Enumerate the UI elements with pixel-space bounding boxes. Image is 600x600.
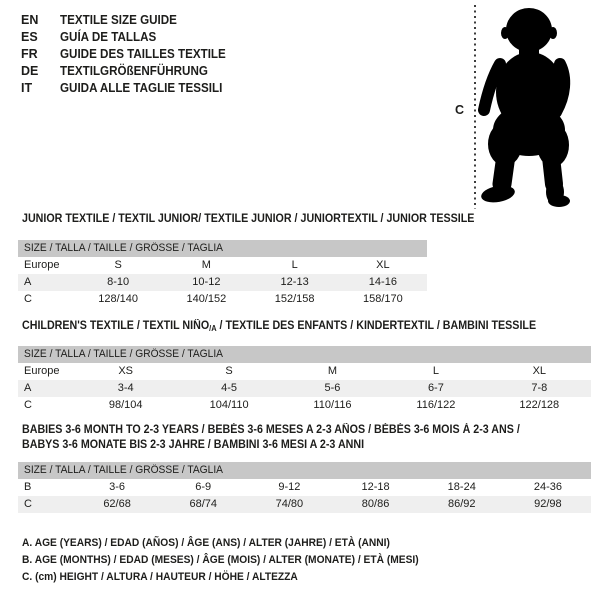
age-cell: 6-9: [195, 481, 212, 493]
size-cell: XL: [532, 365, 547, 377]
age-cell: 12-18: [361, 481, 390, 493]
row-label: C: [24, 293, 32, 305]
table-row-age: [18, 380, 591, 397]
height-cell: 116/122: [416, 399, 456, 411]
subscript: /A: [209, 324, 217, 333]
size-cell: M: [201, 259, 211, 271]
age-cell: 7-8: [531, 382, 548, 394]
table-row-height: [18, 291, 427, 308]
language-row: [21, 63, 238, 80]
size-cell: M: [327, 365, 338, 377]
table-row-europe: [18, 257, 427, 274]
row-label: A: [24, 382, 32, 394]
baby-silhouette-icon: [470, 4, 600, 210]
language-title-list: [21, 12, 238, 97]
height-cell: 92/98: [534, 498, 562, 510]
size-cell: S: [114, 259, 122, 271]
age-cell: 9-12: [278, 481, 301, 493]
height-cell: 104/110: [209, 399, 249, 411]
age-cell: 18-24: [447, 481, 476, 493]
footnote-age-years: A. AGE (YEARS) / EDAD (AÑOS) / ÂGE (ANS) / ALTER (JAHRE) / ETÀ (ANNI): [22, 537, 390, 549]
babies-size-table: [18, 462, 591, 513]
height-cell: 98/104: [108, 399, 143, 411]
size-cell: S: [225, 365, 233, 377]
size-cell: XS: [118, 365, 134, 377]
age-cell: 6-7: [427, 382, 444, 394]
table-row-age-months: [18, 479, 591, 496]
height-cell: 74/80: [275, 498, 304, 510]
size-header-bar: SIZE / TALLA / TAILLE / GRÖSSE / TAGLIA: [18, 240, 427, 257]
row-label: C: [24, 399, 32, 411]
row-label: A: [24, 276, 32, 288]
language-row: [21, 46, 238, 63]
row-label: C: [24, 498, 32, 510]
guide-title: GUIDE DES TAILLES TEXTILE: [60, 47, 226, 61]
children-table-title: CHILDREN'S TEXTILE / TEXTIL $NIÑO_{/A}$ / TEXTILE DES ENFANTS / KINDERTEXTIL / BAMBINI TESSILE: [22, 320, 537, 333]
language-code: ES: [21, 30, 38, 44]
footnote-height-cm: C. (cm) HEIGHT / ALTURA / HAUTEUR / HÖHE / ALTEZZA: [22, 571, 298, 583]
age-cell: 10-12: [192, 276, 221, 288]
height-cell: 152/158: [274, 293, 315, 305]
height-cell: 158/170: [362, 293, 403, 305]
size-cell: L: [432, 365, 439, 377]
row-label: Europe: [24, 365, 60, 377]
babies-table-title: BABIES 3-6 MONTH TO 2-3 YEARS / BEBÉS 3-6 MESES A 2-3 AÑOS / BÉBÉS 3-6 MOIS À 2-3 ANS / BABYS 3-6 MONATE BIS 2-3 JAHRE / BAMBINI 3-6 MESI A 2-3 ANNI: [22, 424, 520, 451]
age-cell: 8-10: [107, 276, 130, 288]
height-cell: 62/68: [103, 498, 131, 510]
age-cell: 12-13: [280, 276, 309, 288]
language-row: [21, 29, 238, 46]
footnote-age-months: B. AGE (MONTHS) / EDAD (MESES) / ÂGE (MOIS) / ALTER (MONATE) / ETÀ (MESI): [22, 554, 419, 566]
junior-table-title: JUNIOR TEXTILE / TEXTIL JUNIOR/ TEXTILE JUNIOR / JUNIORTEXTIL / JUNIOR TESSILE: [22, 213, 475, 225]
age-cell: 3-6: [109, 481, 126, 493]
table-row-europe: [18, 363, 591, 380]
age-cell: 4-5: [221, 382, 238, 394]
size-header-bar: SIZE / TALLA / TAILLE / GRÖSSE / TAGLIA: [18, 462, 591, 479]
height-cell: 68/74: [189, 498, 217, 510]
row-label: B: [24, 481, 32, 493]
guide-title: TEXTILE SIZE GUIDE: [60, 13, 177, 27]
table-row-height: [18, 397, 591, 414]
age-cell: 14-16: [368, 276, 397, 288]
height-cell: 80/86: [361, 498, 390, 510]
age-cell: 5-6: [324, 382, 341, 394]
table-row-age: [18, 274, 427, 291]
height-measure-label: C: [455, 103, 465, 117]
guide-title: GUÍA DE TALLAS: [60, 30, 157, 44]
height-cell: 140/152: [186, 293, 227, 305]
height-cell: 86/92: [447, 498, 476, 510]
junior-size-table: [18, 240, 427, 308]
size-cell: XL: [376, 259, 390, 271]
size-header-bar: SIZE / TALLA / TAILLE / GRÖSSE / TAGLIA: [18, 346, 591, 363]
legend-footnotes: [22, 535, 449, 586]
language-code: IT: [21, 81, 33, 95]
size-cell: L: [291, 259, 298, 271]
height-cell: 110/116: [313, 399, 352, 411]
guide-title: GUIDA ALLE TAGLIE TESSILI: [60, 81, 223, 95]
age-cell: 24-36: [533, 481, 562, 493]
height-cell: 128/140: [98, 293, 138, 305]
guide-title: TEXTILGRÖßENFÜHRUNG: [60, 64, 208, 78]
language-code: DE: [21, 64, 39, 78]
baby-silhouette-shape: [480, 8, 570, 207]
age-cell: 3-4: [117, 382, 134, 394]
language-code: EN: [21, 13, 39, 27]
height-cell: 122/128: [519, 399, 560, 411]
language-row: [21, 80, 238, 97]
children-size-table: [18, 346, 591, 414]
language-row: [21, 12, 238, 29]
row-label: Europe: [24, 259, 60, 271]
language-code: FR: [21, 47, 38, 61]
table-row-height: [18, 496, 591, 513]
